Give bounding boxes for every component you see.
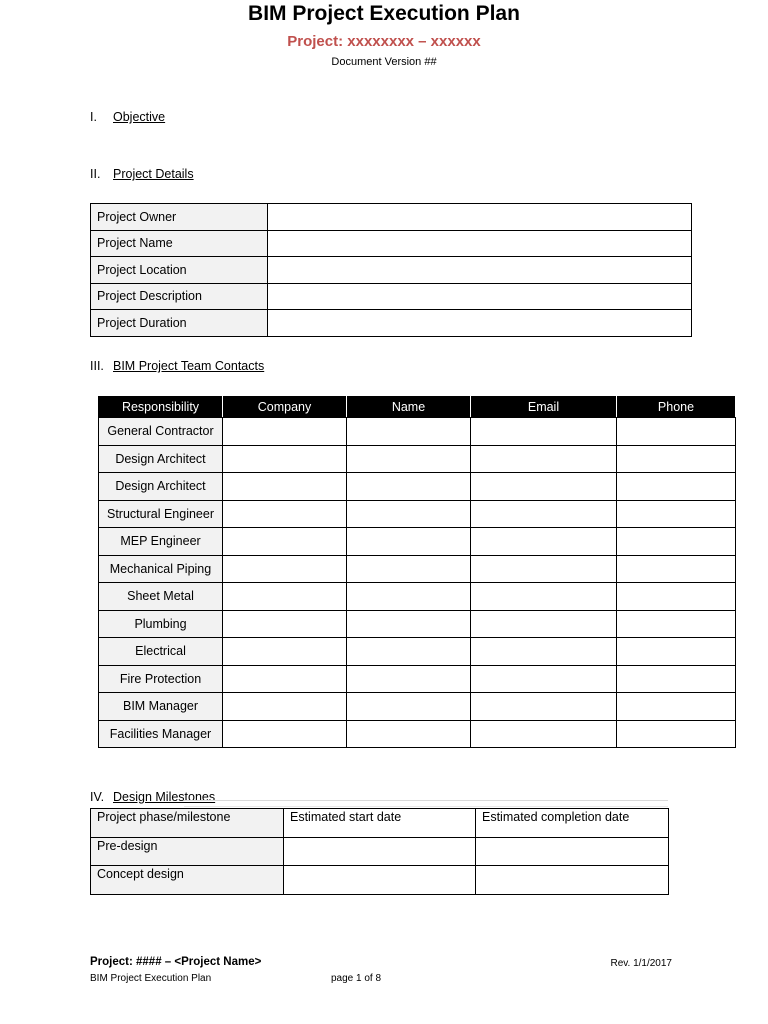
company-cell[interactable]: [223, 720, 347, 748]
column-header-phase: Project phase/milestone: [91, 809, 284, 838]
detail-value-cell[interactable]: [268, 310, 692, 337]
name-cell[interactable]: [347, 555, 471, 583]
company-cell[interactable]: [223, 638, 347, 666]
company-cell[interactable]: [223, 583, 347, 611]
name-cell[interactable]: [347, 638, 471, 666]
table-row: [99, 610, 736, 638]
detail-value-cell[interactable]: [268, 230, 692, 257]
design-milestones-table: [90, 808, 669, 895]
footer-revision: Rev. 1/1/2017: [610, 958, 672, 969]
phase-cell: Pre-design: [91, 837, 284, 866]
detail-value-cell[interactable]: [268, 257, 692, 284]
document-version: Document Version ##: [331, 56, 437, 68]
phone-cell[interactable]: [617, 528, 736, 556]
name-cell[interactable]: [347, 473, 471, 501]
company-cell[interactable]: [223, 500, 347, 528]
phone-cell[interactable]: [617, 610, 736, 638]
table-row: [99, 555, 736, 583]
detail-value-cell[interactable]: [268, 204, 692, 231]
email-cell[interactable]: [471, 638, 617, 666]
name-cell[interactable]: [347, 528, 471, 556]
column-header-start: Estimated start date: [284, 809, 476, 838]
table-row: [99, 445, 736, 473]
role-cell: Sheet Metal: [99, 583, 223, 611]
company-cell[interactable]: [223, 693, 347, 721]
column-header-phone: Phone: [617, 397, 736, 418]
column-header-email: Email: [471, 397, 617, 418]
role-cell: Facilities Manager: [99, 720, 223, 748]
company-cell[interactable]: [223, 555, 347, 583]
detail-label: Project Name: [91, 230, 268, 257]
table-row: [91, 310, 692, 337]
company-cell[interactable]: [223, 665, 347, 693]
section-label: Objective: [113, 110, 166, 124]
project-subtitle: Project: xxxxxxxx – xxxxxx: [287, 33, 481, 50]
table-row: [91, 866, 669, 895]
footer-page-number: page 1 of 8: [331, 973, 382, 984]
section-number: III.: [90, 359, 104, 373]
table-ghost-border: [184, 800, 668, 807]
team-contacts-table: [98, 396, 736, 748]
role-cell: Structural Engineer: [99, 500, 223, 528]
email-cell[interactable]: [471, 500, 617, 528]
name-cell[interactable]: [347, 418, 471, 446]
table-row: [91, 257, 692, 284]
phone-cell[interactable]: [617, 665, 736, 693]
role-cell: Mechanical Piping: [99, 555, 223, 583]
table-header-row: [99, 397, 736, 418]
phone-cell[interactable]: [617, 445, 736, 473]
role-cell: General Contractor: [99, 418, 223, 446]
column-header-name: Name: [347, 397, 471, 418]
role-cell: Design Architect: [99, 445, 223, 473]
name-cell[interactable]: [347, 583, 471, 611]
footer-plan-name: BIM Project Execution Plan: [90, 973, 212, 984]
column-header-responsibility: Responsibility: [99, 397, 223, 418]
table-row: [99, 693, 736, 721]
phone-cell[interactable]: [617, 638, 736, 666]
name-cell[interactable]: [347, 610, 471, 638]
email-cell[interactable]: [471, 473, 617, 501]
company-cell[interactable]: [223, 445, 347, 473]
email-cell[interactable]: [471, 583, 617, 611]
table-row: [91, 283, 692, 310]
table-row: [99, 665, 736, 693]
name-cell[interactable]: [347, 720, 471, 748]
phone-cell[interactable]: [617, 500, 736, 528]
role-cell: Design Architect: [99, 473, 223, 501]
role-cell: Electrical: [99, 638, 223, 666]
table-row: [99, 583, 736, 611]
section-number: IV.: [90, 790, 105, 804]
phone-cell[interactable]: [617, 473, 736, 501]
section-label: Project Details: [113, 167, 194, 181]
table-row: [99, 638, 736, 666]
table-row: [91, 837, 669, 866]
section-number: II.: [90, 167, 101, 181]
phone-cell[interactable]: [617, 720, 736, 748]
section-number: I.: [90, 110, 97, 124]
company-cell[interactable]: [223, 418, 347, 446]
table-row: [99, 473, 736, 501]
role-cell: Fire Protection: [99, 665, 223, 693]
detail-label: Project Owner: [91, 204, 268, 231]
name-cell[interactable]: [347, 665, 471, 693]
phone-cell[interactable]: [617, 555, 736, 583]
company-cell[interactable]: [223, 610, 347, 638]
column-header-company: Company: [223, 397, 347, 418]
table-row: [91, 230, 692, 257]
phase-cell: Concept design: [91, 866, 284, 895]
table-row: [99, 720, 736, 748]
table-row: [99, 418, 736, 446]
email-cell[interactable]: [471, 720, 617, 748]
table-row: [99, 528, 736, 556]
section-objective: [90, 110, 165, 124]
role-cell: Plumbing: [99, 610, 223, 638]
detail-value-cell[interactable]: [268, 283, 692, 310]
email-cell[interactable]: [471, 445, 617, 473]
section-label: BIM Project Team Contacts: [113, 359, 265, 373]
name-cell[interactable]: [347, 445, 471, 473]
completion-date-cell[interactable]: [476, 837, 669, 866]
email-cell[interactable]: [471, 418, 617, 446]
start-date-cell[interactable]: [284, 837, 476, 866]
email-cell[interactable]: [471, 555, 617, 583]
email-cell[interactable]: [471, 665, 617, 693]
email-cell[interactable]: [471, 528, 617, 556]
section-label: Design Milestones: [113, 790, 216, 804]
table-row: [91, 204, 692, 231]
section-team-contacts: [90, 359, 264, 373]
role-cell: MEP Engineer: [99, 528, 223, 556]
company-cell[interactable]: [223, 528, 347, 556]
phone-cell[interactable]: [617, 583, 736, 611]
company-cell[interactable]: [223, 473, 347, 501]
detail-label: Project Duration: [91, 310, 268, 337]
document-title: BIM Project Execution Plan: [248, 2, 520, 25]
column-header-completion: Estimated completion date: [476, 809, 669, 838]
footer-project: Project: #### – <Project Name>: [90, 956, 262, 968]
start-date-cell[interactable]: [284, 866, 476, 895]
name-cell[interactable]: [347, 693, 471, 721]
table-header-row: [91, 809, 669, 838]
role-cell: BIM Manager: [99, 693, 223, 721]
completion-date-cell[interactable]: [476, 866, 669, 895]
email-cell[interactable]: [471, 610, 617, 638]
section-project-details: [90, 167, 194, 181]
project-details-table: [90, 203, 692, 337]
phone-cell[interactable]: [617, 418, 736, 446]
email-cell[interactable]: [471, 693, 617, 721]
phone-cell[interactable]: [617, 693, 736, 721]
detail-label: Project Description: [91, 283, 268, 310]
name-cell[interactable]: [347, 500, 471, 528]
table-row: [99, 500, 736, 528]
detail-label: Project Location: [91, 257, 268, 284]
